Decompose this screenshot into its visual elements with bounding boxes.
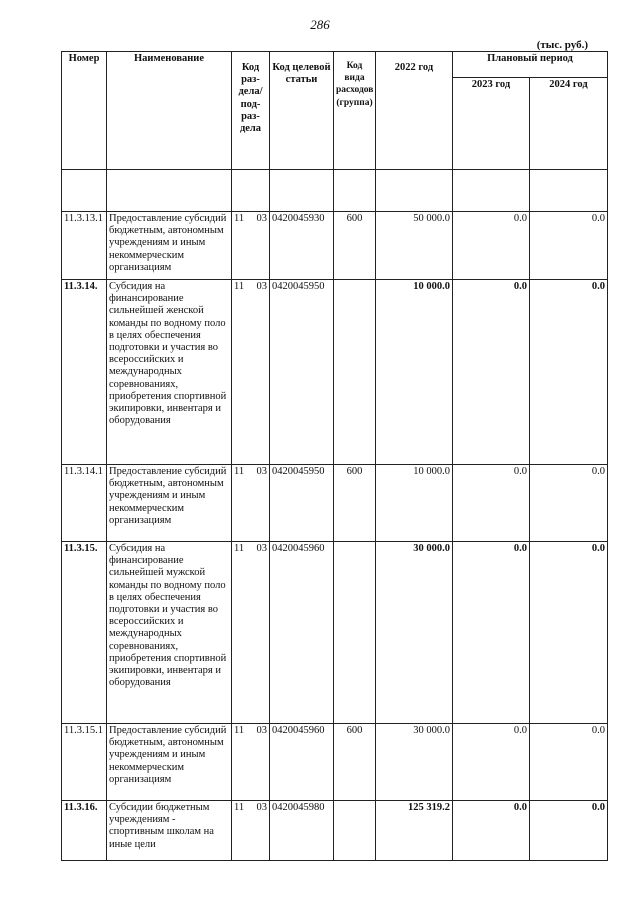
row-amount-2024: 0.0 (530, 280, 608, 465)
table-row (62, 212, 608, 280)
row-amount-2024: 0.0 (530, 724, 608, 801)
row-section: 11 (234, 543, 245, 554)
row-section: 11 (234, 725, 245, 736)
row-number: 11.3.15. (62, 542, 107, 724)
header-target-code: Код целевой статьи (270, 52, 334, 170)
table-row (62, 724, 608, 801)
row-number: 11.3.15.1 (62, 724, 107, 801)
row-amount-2022: 30 000.0 (376, 724, 453, 801)
row-amount-2023: 0.0 (453, 801, 530, 861)
row-amount-2023: 0.0 (453, 465, 530, 542)
row-name: Субсидии бюджетным учреждениям - спортивным школам на иные цели (107, 801, 232, 861)
row-amount-2022: 10 000.0 (376, 280, 453, 465)
row-section: 11 (234, 802, 245, 813)
row-section-code (232, 280, 270, 465)
budget-table (61, 51, 608, 861)
row-amount-2022: 50 000.0 (376, 212, 453, 280)
spacer-row (62, 170, 608, 212)
header-name: Наименование (107, 52, 232, 170)
row-name: Предоставление субсидий бюджетным, автономным учреждениям и иным некоммерческим организациям (107, 724, 232, 801)
page-number: 286 (310, 17, 330, 32)
row-expense-type (334, 542, 376, 724)
row-amount-2023: 0.0 (453, 280, 530, 465)
row-name: Предоставление субсидий бюджетным, автономным учреждениям и иным некоммерческим организациям (107, 212, 232, 280)
table-row (62, 465, 608, 542)
row-subsection: 03 (256, 213, 267, 224)
header-expense-type: Код вида расходов (группа) (334, 52, 376, 170)
row-amount-2023: 0.0 (453, 212, 530, 280)
row-section: 11 (234, 281, 245, 292)
row-subsection: 03 (256, 281, 267, 292)
header-2024: 2024 год (530, 78, 608, 170)
row-expense-type (334, 280, 376, 465)
header-2022: 2022 год (376, 52, 453, 170)
row-number: 11.3.16. (62, 801, 107, 861)
row-subsection: 03 (256, 543, 267, 554)
row-section-code (232, 801, 270, 861)
row-expense-type: 600 (334, 465, 376, 542)
row-amount-2024: 0.0 (530, 212, 608, 280)
row-section-code (232, 212, 270, 280)
header-2023: 2023 год (453, 78, 530, 170)
row-target-code: 0420045960 (270, 542, 334, 724)
row-section: 11 (234, 213, 245, 224)
row-amount-2024: 0.0 (530, 465, 608, 542)
row-amount-2023: 0.0 (453, 542, 530, 724)
row-subsection: 03 (256, 466, 267, 477)
row-expense-type: 600 (334, 724, 376, 801)
header-number: Номер (62, 52, 107, 170)
row-subsection: 03 (256, 802, 267, 813)
row-expense-type: 600 (334, 212, 376, 280)
row-section-code (232, 724, 270, 801)
row-target-code: 0420045980 (270, 801, 334, 861)
row-name: Субсидия на финансирование сильнейшей женской команды по водному поло в целях обеспечения подготовки и участия во всероссийских и международных соревнованиях, приобретения спортивной экипировки, инвентаря и оборудования (107, 280, 232, 465)
row-subsection: 03 (256, 725, 267, 736)
row-name: Субсидия на финансирование сильнейшей мужской команды по водному поло в целях обеспечения подготовки и участия во всероссийских и международных соревнованиях, приобретения спортивной экипировки, инвентаря и оборудования (107, 542, 232, 724)
units-label: (тыс. руб.) (536, 39, 588, 51)
row-amount-2022: 30 000.0 (376, 542, 453, 724)
row-section-code (232, 542, 270, 724)
row-number: 11.3.14. (62, 280, 107, 465)
header-planning-period: Плановый период (453, 52, 608, 78)
table-row (62, 801, 608, 861)
row-target-code: 0420045950 (270, 280, 334, 465)
row-number: 11.3.13.1 (62, 212, 107, 280)
header-section-code: Код раз-дела/ под-раз-дела (232, 52, 270, 170)
row-amount-2024: 0.0 (530, 801, 608, 861)
row-number: 11.3.14.1 (62, 465, 107, 542)
row-target-code: 0420045950 (270, 465, 334, 542)
row-amount-2022: 125 319.2 (376, 801, 453, 861)
row-amount-2023: 0.0 (453, 724, 530, 801)
row-amount-2024: 0.0 (530, 542, 608, 724)
table-row (62, 542, 608, 724)
row-expense-type (334, 801, 376, 861)
row-amount-2022: 10 000.0 (376, 465, 453, 542)
row-target-code: 0420045930 (270, 212, 334, 280)
row-section-code (232, 465, 270, 542)
row-name: Предоставление субсидий бюджетным, автономным учреждениям и иным некоммерческим организациям (107, 465, 232, 542)
row-target-code: 0420045960 (270, 724, 334, 801)
row-section: 11 (234, 466, 245, 477)
table-row (62, 280, 608, 465)
